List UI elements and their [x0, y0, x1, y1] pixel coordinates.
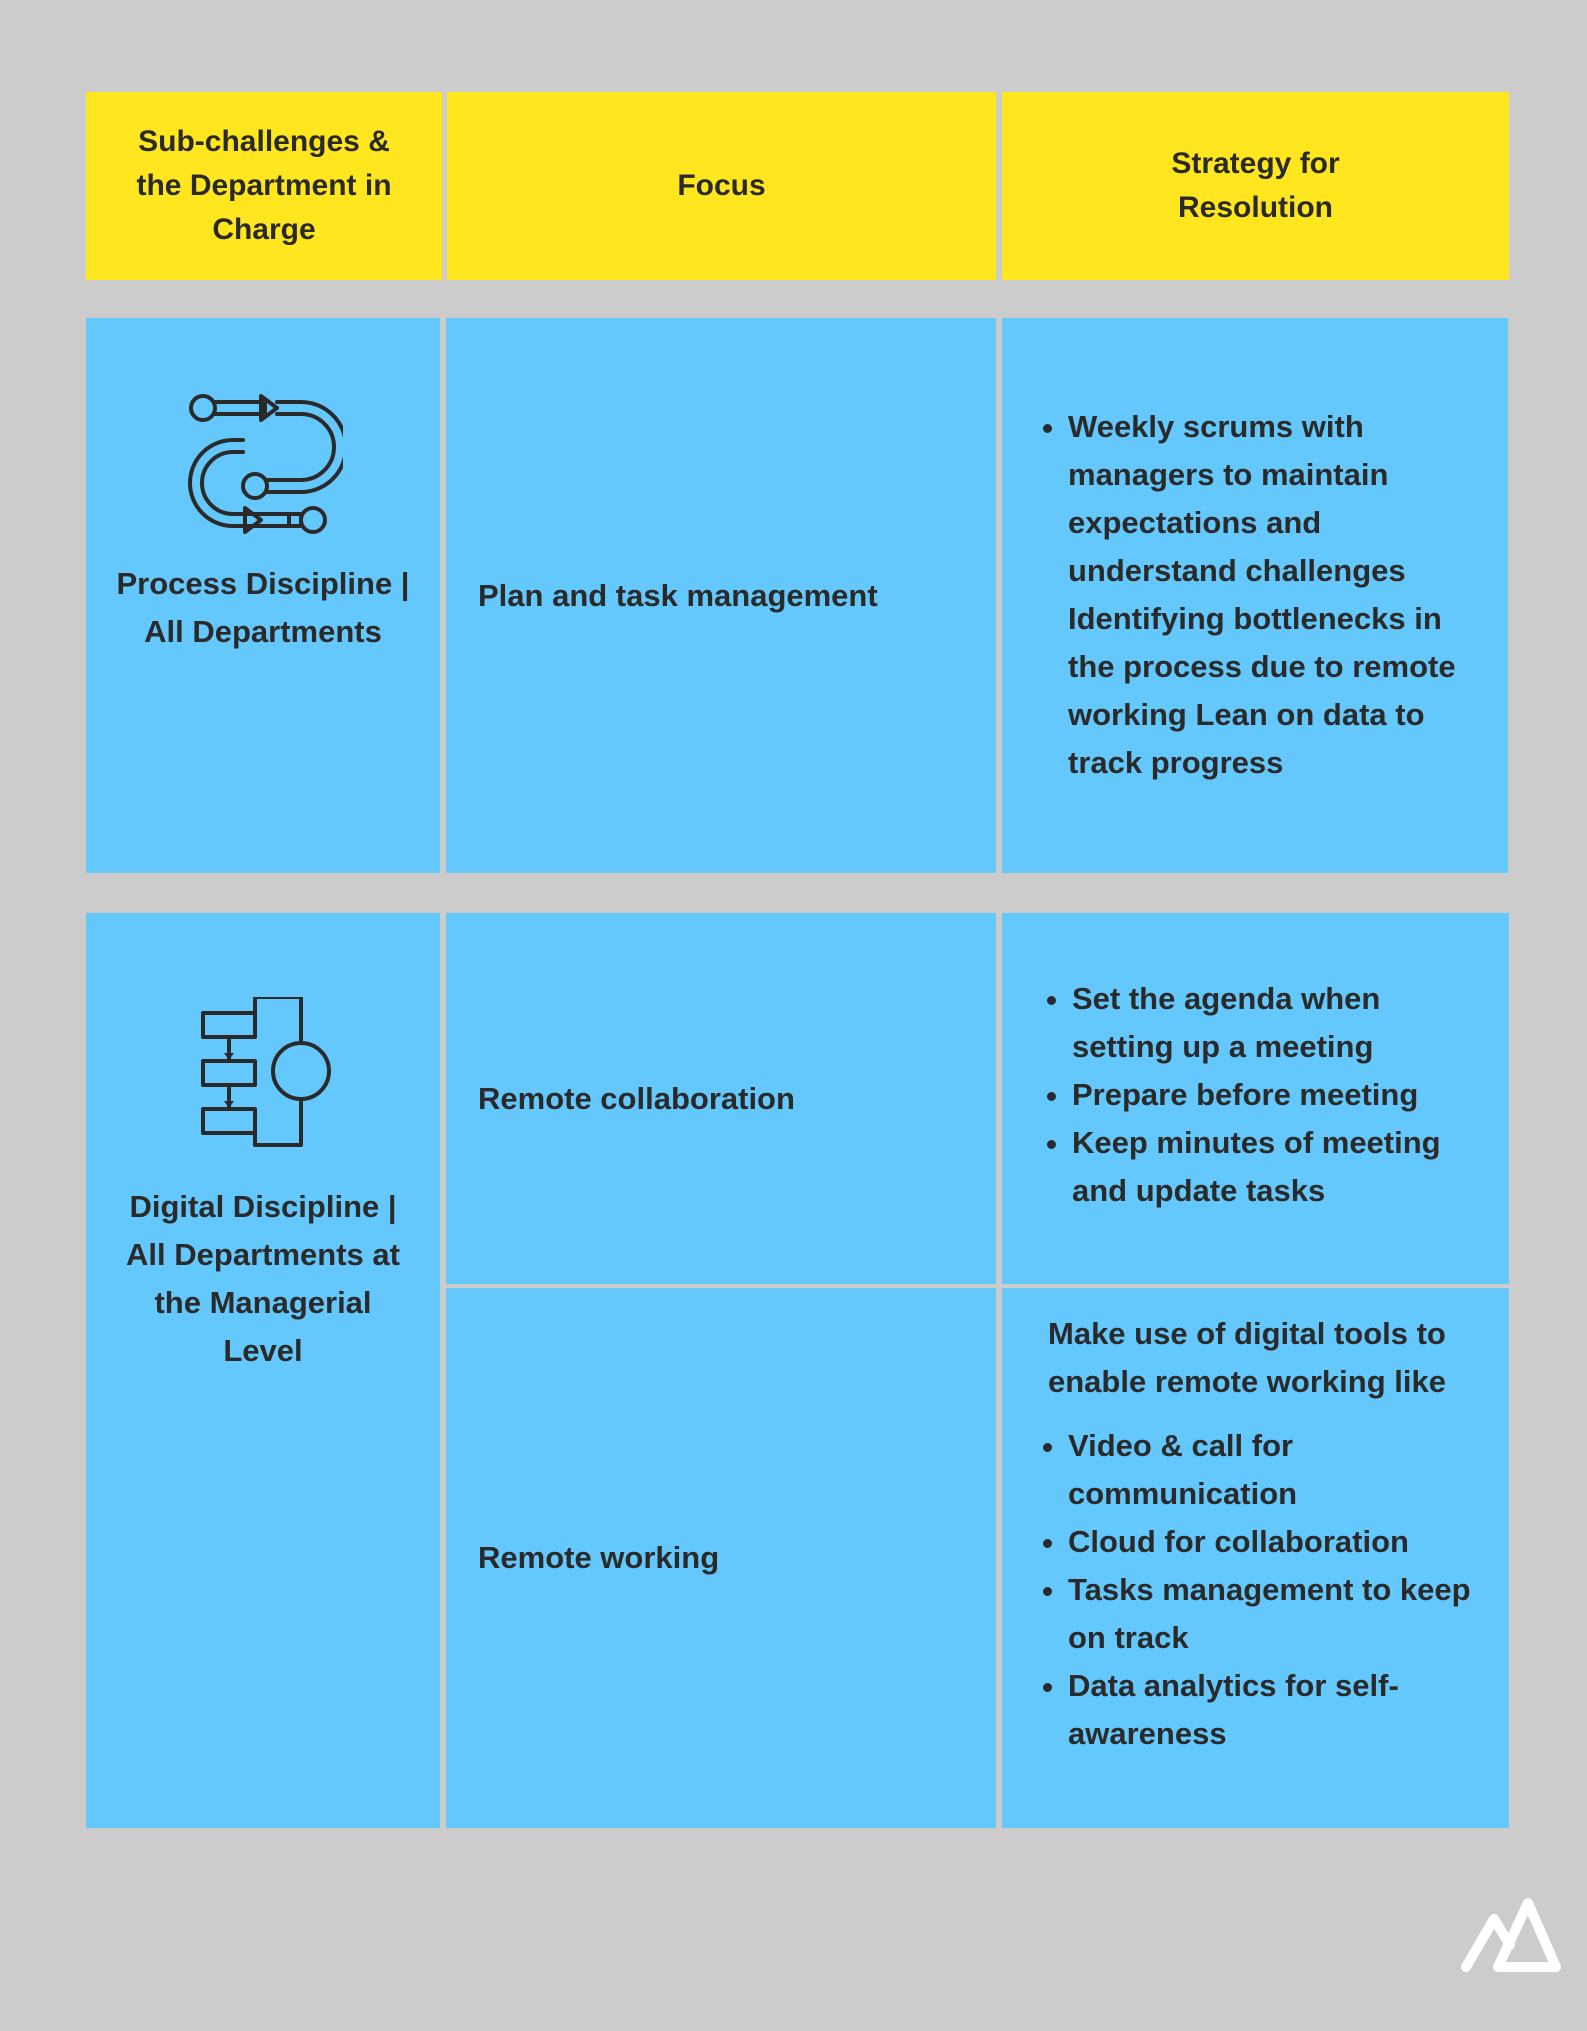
row2-strategy2-cell	[1002, 1288, 1509, 1828]
row2-focus2-cell	[446, 1288, 996, 1828]
list-item: • Data analytics for self-awareness	[1068, 1662, 1479, 1758]
header-strategy-label: Strategy for Resolution	[1171, 147, 1340, 224]
list-item: • Prepare before meeting	[1072, 1071, 1479, 1119]
list-item: • Cloud for collaboration	[1068, 1518, 1479, 1566]
header-subchallenges	[86, 92, 442, 280]
header-subchallenges-label: Sub-challenges & the Department in Charge	[136, 125, 392, 246]
list-item: • Video & call for communication	[1068, 1422, 1479, 1518]
row2-subchallenge-text: Digital Discipline | All Departments at the Managerial Level	[126, 1189, 400, 1368]
list-item: • Tasks management to keep on track	[1068, 1566, 1479, 1662]
header-focus	[447, 92, 996, 280]
header-focus-label: Focus	[677, 169, 766, 202]
list-item: • Keep minutes of meeting and update tasks	[1072, 1119, 1479, 1215]
row2-focus2-text: Remote working	[478, 1540, 720, 1575]
row2-subchallenge-cell	[86, 913, 440, 1828]
list-item: • Set the agenda when setting up a meeting	[1072, 975, 1479, 1071]
row2-strategy2-list	[1032, 1422, 1479, 1758]
flowchart-icon	[183, 997, 343, 1147]
path-route-icon	[183, 386, 343, 546]
row2-strategy1-list	[1036, 975, 1479, 1215]
row1-focus-text: Plan and task management	[478, 577, 878, 613]
row2-focus1-text: Remote collaboration	[478, 1080, 795, 1116]
row1-strategy-cell	[1002, 318, 1508, 873]
logo-icon	[1458, 1895, 1562, 1975]
row2-strategy1-cell	[1002, 913, 1509, 1284]
row1-subchallenge-text: Process Discipline | All Departments	[116, 566, 410, 649]
list-item: • Weekly scrums with managers to maintain expectations and understand challenges Identifying bottlenecks in the process due to remote working Lean on data to track progress	[1068, 403, 1478, 787]
row1-subchallenge-cell	[86, 318, 440, 873]
row2-focus1-cell	[446, 913, 996, 1284]
row2-strategy2-intro: Make use of digital tools to enable remote working like	[1048, 1316, 1446, 1399]
row1-strategy-list	[1032, 403, 1478, 787]
row1-focus-cell	[446, 318, 996, 873]
header-strategy	[1002, 92, 1509, 280]
